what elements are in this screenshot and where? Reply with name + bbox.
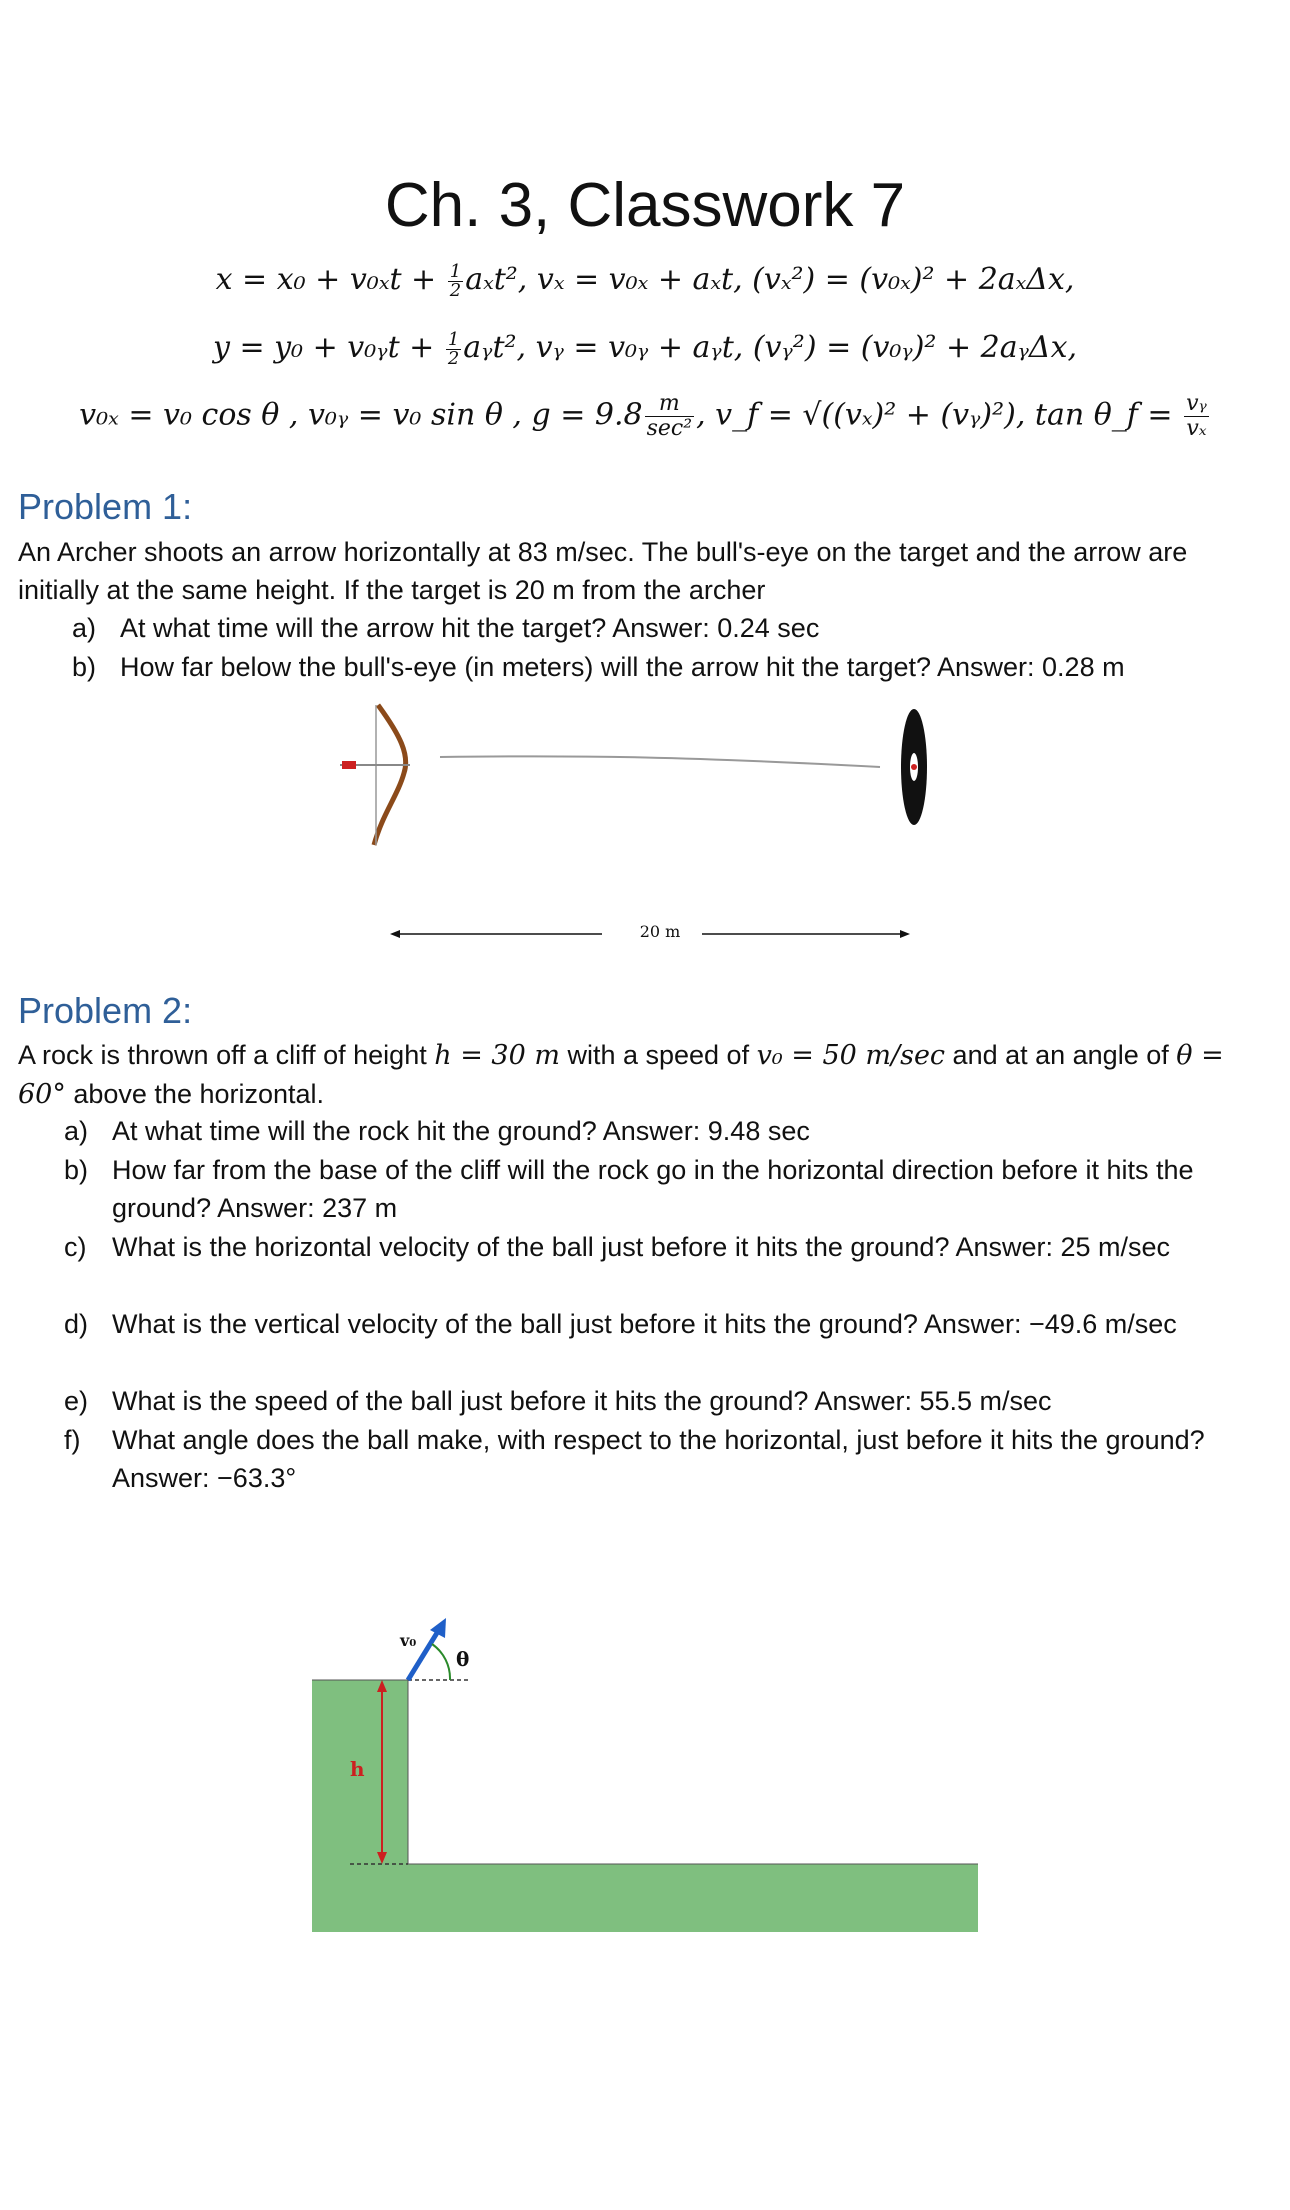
speed-value: v₀ = 50 m/sec: [756, 1040, 946, 1071]
cliff-diagram: [300, 1540, 990, 2210]
ratio-numerator: vᵧ: [1186, 391, 1207, 416]
height-label: h: [350, 1757, 365, 1781]
unit-denominator: sec²: [646, 416, 693, 441]
equation-line-3: [0, 392, 1290, 441]
item-text: At what time will the arrow hit the target? Answer: 0.24 sec: [120, 613, 820, 643]
velocity-label: v₀: [400, 1631, 417, 1650]
problem-2-item-e: [64, 1382, 1244, 1420]
item-text: What is the speed of the ball just before it hits the ground? Answer: 55.5 m/sec: [112, 1386, 1052, 1416]
unit-numerator: m: [645, 392, 694, 417]
angle-arc: [432, 1644, 450, 1680]
item-text: How far below the bull's-eye (in meters) will the arrow hit the target? Answer: 0.28 m: [120, 652, 1125, 682]
item-label: b): [72, 652, 97, 682]
page-title: Ch. 3, Classwork 7: [384, 171, 906, 240]
equation-1-part-b: aₓt², vₓ = v₀ₓ + aₓt, (vₓ²) = (v₀ₓ)² + 2aₓΔx,: [465, 262, 1075, 297]
half-fraction: [446, 328, 461, 369]
arrowhead-right-icon: [900, 930, 910, 938]
equation-line-2: [0, 330, 1290, 368]
angle-value: θ = 60°: [18, 1040, 1224, 1110]
bow-icon: [374, 705, 406, 845]
arrow-fletching-icon: [342, 761, 356, 769]
problem-1-text: An Archer shoots an arrow horizontally at 83 m/sec. The bull's-eye on the target and the arrow are initially at the same height. If the target is 20 m from the archer: [18, 537, 1188, 605]
problem-2-item-a: [64, 1112, 1244, 1150]
item-text: What angle does the ball make, with respect to the horizontal, just before it hits the ground? Answer: −63.3°: [112, 1425, 1205, 1493]
problem-2-item-d: [64, 1305, 1244, 1381]
bullseye-center-icon: [911, 764, 917, 770]
fraction-denominator: 2: [449, 279, 462, 301]
height-value: h = 30 m: [434, 1040, 560, 1071]
archer-diagram: [330, 695, 950, 860]
equation-line-1: [0, 262, 1290, 300]
problem-1-heading: Problem 1:: [18, 486, 193, 527]
ratio-fraction: [1184, 392, 1209, 441]
item-label: d): [64, 1309, 89, 1339]
item-label: b): [64, 1155, 89, 1185]
arrowhead-left-icon: [390, 930, 400, 938]
text-part: and at an angle of: [945, 1040, 1177, 1070]
text-part: above the horizontal.: [65, 1079, 325, 1109]
fraction-denominator: 2: [447, 347, 460, 369]
half-fraction: [448, 260, 463, 301]
text-part: with a speed of: [559, 1040, 757, 1070]
item-label: a): [64, 1116, 89, 1146]
text-part: A rock is thrown off a cliff of height: [18, 1040, 435, 1070]
problem-2-item-f: [64, 1421, 1244, 1497]
angle-label: θ: [456, 1647, 470, 1671]
problem-2-item-c: [64, 1228, 1244, 1304]
equation-1-part-a: x = x₀ + v₀ₓt +: [215, 262, 446, 297]
item-text: What is the horizontal velocity of the ball just before it hits the ground? Answer: 25 m/sec: [112, 1232, 1171, 1262]
fraction-numerator: 1: [449, 260, 462, 282]
equation-2-part-b: aᵧt², vᵧ = v₀ᵧ + aᵧt, (vᵧ²) = (v₀ᵧ)² + 2aᵧΔx,: [463, 330, 1078, 365]
equation-2-part-a: y = y₀ + v₀ᵧt +: [212, 330, 444, 365]
problem-2-text: [18, 1036, 1272, 1114]
distance-label: 20 m: [639, 922, 681, 941]
unit-fraction: [645, 392, 694, 441]
item-text: How far from the base of the cliff will the rock go in the horizontal direction before it hits the ground? Answer: 237 m: [112, 1155, 1194, 1223]
problem-2-item-b: [64, 1151, 1244, 1227]
ratio-denominator: vₓ: [1186, 416, 1207, 441]
fraction-numerator: 1: [447, 328, 460, 350]
item-label: a): [72, 613, 97, 643]
equation-3-part-b: , v_f = √((vₓ)² + (vᵧ)²), tan θ_f =: [696, 397, 1183, 433]
item-text: At what time will the rock hit the ground? Answer: 9.48 sec: [112, 1116, 810, 1146]
item-text: What is the vertical velocity of the ball just before it hits the ground? Answer: −49.6 m/sec: [112, 1309, 1177, 1339]
item-label: e): [64, 1386, 89, 1416]
problem-2-heading: Problem 2:: [18, 990, 193, 1031]
equation-3-part-a: v₀ₓ = v₀ cos θ , v₀ᵧ = v₀ sin θ , g = 9.8: [79, 397, 643, 433]
trajectory-path: [440, 756, 880, 767]
item-label: f): [64, 1425, 81, 1455]
item-label: c): [64, 1232, 87, 1262]
ground-shape: [312, 1864, 978, 1932]
